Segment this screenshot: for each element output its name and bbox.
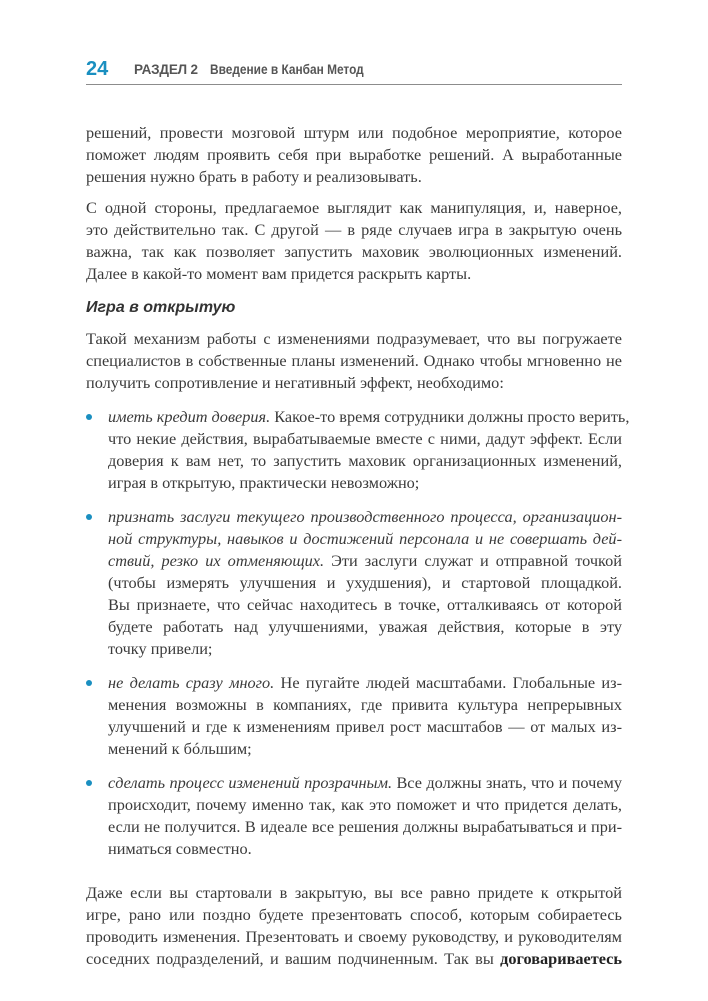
text: Эти заслуги служат и отправной точкой xyxy=(324,551,622,570)
text: Не пугайте людей масштабами. Глобальные из- xyxy=(274,673,622,692)
text-line xyxy=(108,772,622,794)
text-line: менений к бóльшим; xyxy=(108,739,252,758)
text-line: поможет людям проявить себя при выработке решений. А выработанные xyxy=(86,145,622,164)
text-line: игре, рано или поздно будете презентовать способ, которым собираетесь xyxy=(86,905,622,924)
emphasis: ной структуры, навыков и достижений персонала и не совершать дей- xyxy=(108,529,622,548)
paragraph xyxy=(86,882,622,970)
text-line: это действительно так. С другой — в ряде случаев игра в закрытую очень xyxy=(86,220,622,239)
bullet-icon xyxy=(86,414,92,420)
text-line: происходит, почему именно так, как это поможет и что придется делать, xyxy=(108,795,622,814)
running-header xyxy=(86,58,622,85)
emphasis: не делать сразу много. xyxy=(108,673,275,692)
bullet-item xyxy=(86,772,622,860)
paragraph xyxy=(86,197,622,285)
text-line: Далее в какой-то момент вам придется раскрыть карты. xyxy=(86,264,472,283)
bold-term: договариваетесь xyxy=(500,949,622,968)
text-line: играя в открытую, практически невозможно; xyxy=(108,473,420,492)
bullet-icon xyxy=(86,680,92,686)
text-line: Даже если вы стартовали в закрытую, вы все равно придете к открытой xyxy=(86,883,622,902)
text-line: точку привели; xyxy=(108,639,213,658)
text-line xyxy=(108,406,630,428)
text-line: получить сопротивление и негативный эффект, необходимо: xyxy=(86,373,504,392)
text: Все должны знать, что и почему xyxy=(392,773,622,792)
text: соседних подразделений, и вашим подчиненным. Так вы xyxy=(86,949,501,968)
text-line: проводить изменения. Презентовать и своему руководству, и руководителям xyxy=(86,927,622,946)
text-line: решений, провести мозговой штурм или подобное мероприятие, которое xyxy=(86,123,622,142)
text-line xyxy=(108,528,622,550)
emphasis: сделать процесс изменений прозрачным. xyxy=(108,773,393,792)
paragraph xyxy=(86,328,622,394)
text-line: Вы признаете, что сейчас находитесь в точке, отталкиваясь от которой xyxy=(108,595,622,614)
text: Какое-то время сотрудники должны просто верить, xyxy=(270,407,630,426)
text-line: Такой механизм работы с изменениями подразумевает, что вы погружаете xyxy=(86,329,622,348)
text-line: доверия к вам нет, то запустить маховик организационных изменений, xyxy=(108,451,622,470)
bullet-icon xyxy=(86,780,92,786)
text-line xyxy=(108,506,622,528)
text-line xyxy=(108,672,622,694)
page-number: 24 xyxy=(86,58,109,80)
bullet-item xyxy=(86,406,630,494)
text-line: решения нужно брать в работу и реализовывать. xyxy=(86,167,422,186)
section-label: РАЗДЕЛ 2 xyxy=(134,62,198,77)
emphasis: признать заслуги текущего производственного процесса, организацион- xyxy=(108,507,622,526)
text-line: ниматься совместно. xyxy=(108,839,252,858)
bullet-item xyxy=(86,506,622,660)
text-line: С одной стороны, предлагаемое выглядит как манипуляция, и, наверное, xyxy=(86,198,622,217)
section-heading: Игра в открытую xyxy=(86,299,236,316)
text-line: (чтобы измерять улучшения и ухудшения), и стартовой площадкой. xyxy=(108,573,622,592)
text-line: если не получится. В идеале все решения должны вырабатываться и при- xyxy=(108,817,622,836)
emphasis: ствий, резко их отменяющих. xyxy=(108,551,325,570)
text-line xyxy=(86,948,622,970)
bullet-item xyxy=(86,672,622,760)
text-line: важна, так как позволяет запустить маховик эволюционных изменений. xyxy=(86,242,622,261)
text-line xyxy=(108,550,622,572)
chapter-title: Введение в Канбан Метод xyxy=(210,62,364,77)
page-body xyxy=(86,122,630,979)
paragraph xyxy=(86,122,622,188)
text-line: будете работать над улучшениями, уважая действия, которые в эту xyxy=(108,617,622,636)
text-line: менения возможны в компаниях, где привита культура непрерывных xyxy=(108,695,622,714)
text-line: специалистов в собственные планы изменений. Однако чтобы мгновенно не xyxy=(86,351,622,370)
text-line: что некие действия, вырабатываемые вместе с ними, дадут эффект. Если xyxy=(108,429,622,448)
emphasis: иметь кредит доверия. xyxy=(108,407,271,426)
text-line: улучшений и где к изменениям привел рост масштабов — от малых из- xyxy=(108,717,622,736)
bullet-icon xyxy=(86,514,92,520)
